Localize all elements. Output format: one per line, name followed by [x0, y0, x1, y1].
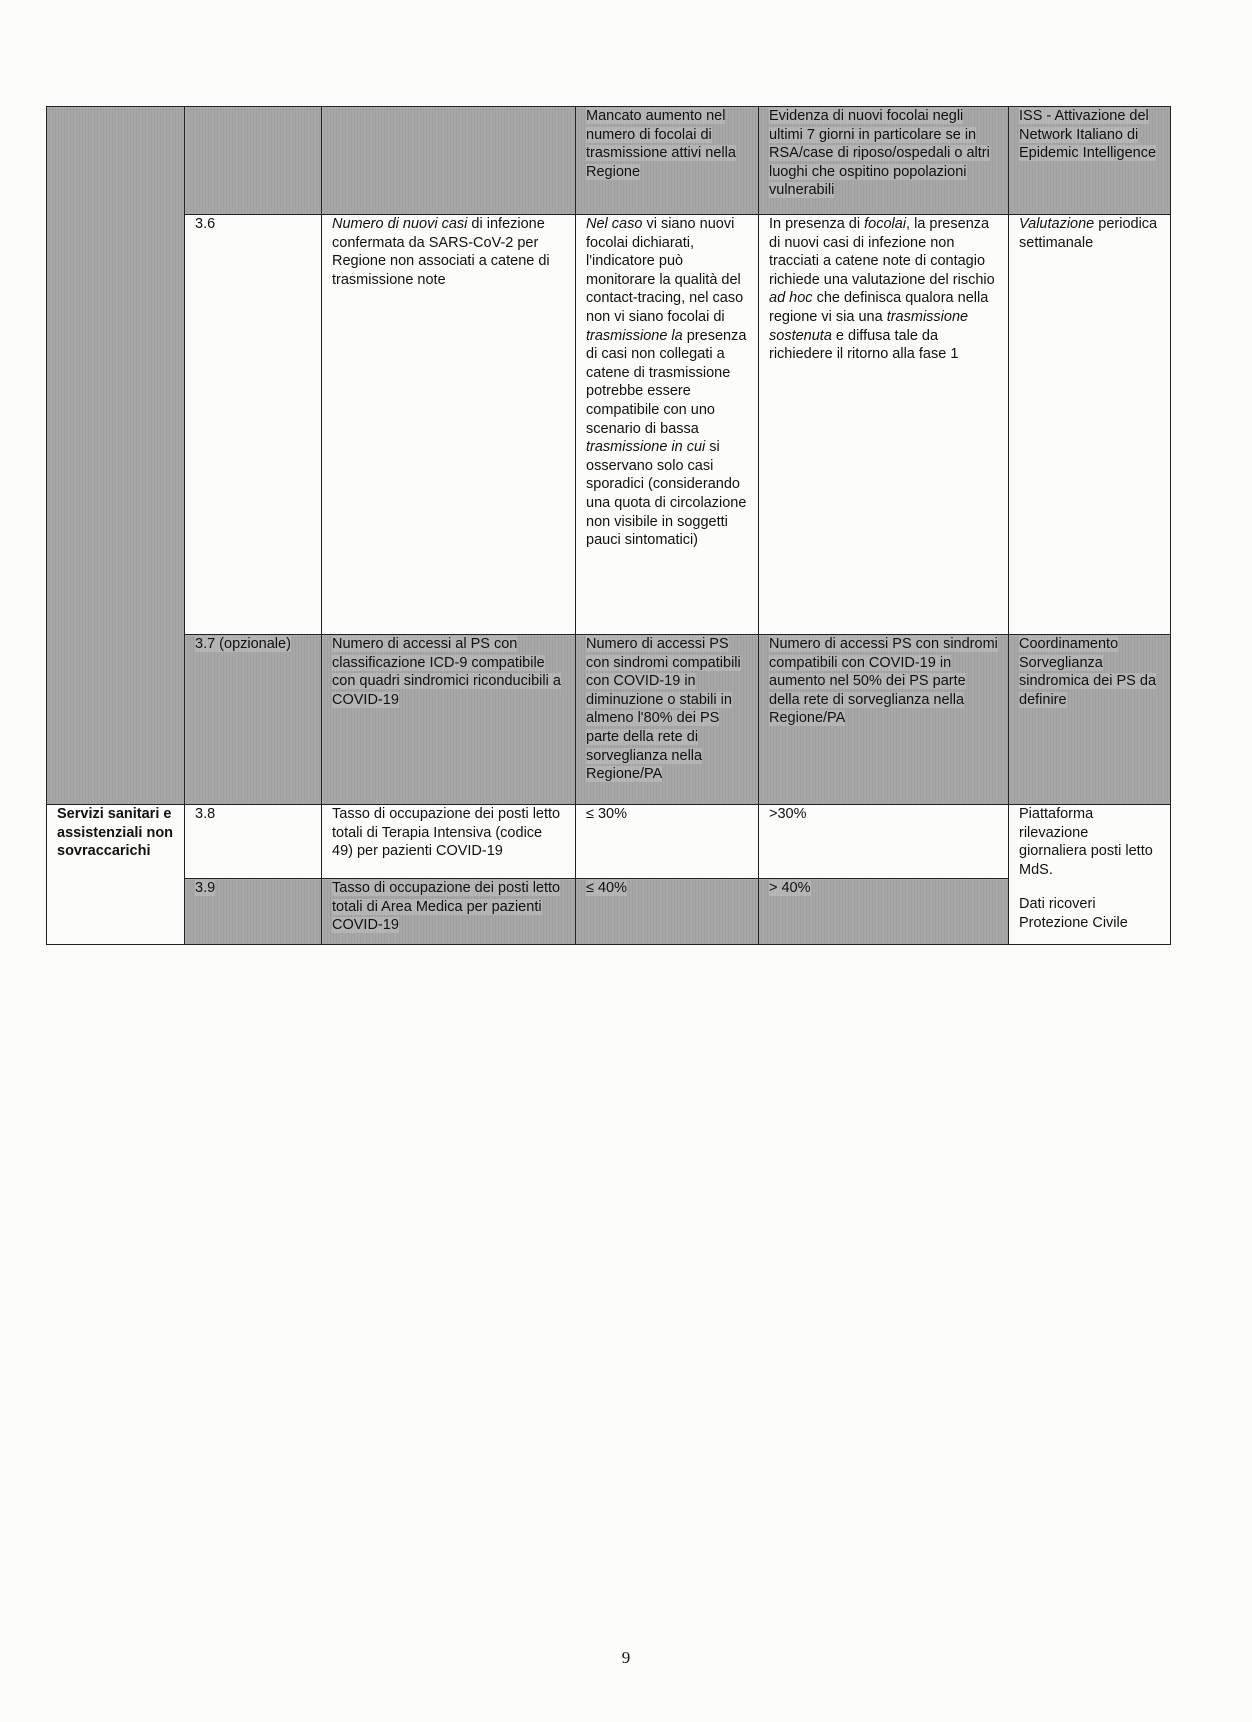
indicator-cell: Tasso di occupazione dei posti letto totali di Area Medica per pazienti COVID-19	[322, 879, 576, 945]
source-line: Dati ricoveri Protezione Civile	[1019, 896, 1128, 931]
threshold-cell: ≤ 30%	[576, 805, 759, 879]
source-cell	[1009, 805, 1171, 945]
threshold-cell: Numero di accessi PS con sindromi compatibili con COVID-19 in diminuzione o stabili in almeno l'80% dei PS parte della rete di sorveglianza nella Regione/PA	[576, 635, 759, 805]
threshold-cell: ≤ 40%	[576, 879, 759, 945]
code-cell: 3.7 (opzionale)	[185, 635, 322, 805]
code-cell: 3.8	[185, 805, 322, 879]
source-cell: ISS - Attivazione del Network Italiano di Epidemic Intelligence	[1009, 107, 1171, 215]
table-row	[47, 107, 1171, 215]
table-row	[47, 215, 1171, 635]
table-row	[47, 805, 1171, 879]
alert-cell: Numero di accessi PS con sindromi compatibili con COVID-19 in aumento nel 50% dei PS parte della rete di sorveglianza nella Regione/PA	[759, 635, 1009, 805]
page-number: 9	[621, 1648, 631, 1667]
table-row	[47, 635, 1171, 805]
indicator-table	[46, 106, 1171, 945]
indicator-cell	[322, 107, 576, 215]
indicator-cell: Tasso di occupazione dei posti letto totali di Terapia Intensiva (codice 49) per pazienti COVID-19	[322, 805, 576, 879]
alert-cell: Evidenza di nuovi focolai negli ultimi 7 giorni in particolare se in RSA/case di riposo/ospedali o altri luoghi che ospitino popolazioni vulnerabili	[759, 107, 1009, 215]
threshold-cell: Nel caso vi siano nuovi focolai dichiarati, l'indicatore può monitorare la qualità del contact-tracing, nel caso non vi siano focolai di trasmissione la presenza di casi non collegati a catene di trasmissione potrebbe essere compatibile con uno scenario di bassa trasmissione in cui si osservano solo casi sporadici (considerando una quota di circolazione non visibile in soggetti pauci sintomatici)	[576, 215, 759, 635]
source-line: Piattaforma rilevazione giornaliera posti letto MdS.	[1019, 806, 1153, 878]
category-cell-empty	[47, 107, 185, 805]
alert-cell: In presenza di focolai, la presenza di nuovi casi di infezione non tracciati a catene note di contagio richiede una valutazione del rischio ad hoc che definisca qualora nella regione vi sia una trasmissione sostenuta e diffusa tale da richiedere il ritorno alla fase 1	[759, 215, 1009, 635]
indicator-table-page	[46, 106, 1170, 945]
table-row	[47, 879, 1171, 945]
alert-cell: >30%	[759, 805, 1009, 879]
source-cell: Valutazione periodica settimanale	[1009, 215, 1171, 635]
alert-cell: > 40%	[759, 879, 1009, 945]
code-cell: 3.6	[185, 215, 322, 635]
indicator-cell: Numero di nuovi casi di infezione confermata da SARS-CoV-2 per Regione non associati a catene di trasmissione note	[322, 215, 576, 635]
code-cell	[185, 107, 322, 215]
category-cell: Servizi sanitari e assistenziali non sovraccarichi	[47, 805, 185, 945]
code-cell: 3.9	[185, 879, 322, 945]
threshold-cell: Mancato aumento nel numero di focolai di trasmissione attivi nella Regione	[576, 107, 759, 215]
indicator-cell: Numero di accessi al PS con classificazione ICD-9 compatibile con quadri sindromici riconducibili a COVID-19	[322, 635, 576, 805]
source-cell: Coordinamento Sorveglianza sindromica dei PS da definire	[1009, 635, 1171, 805]
